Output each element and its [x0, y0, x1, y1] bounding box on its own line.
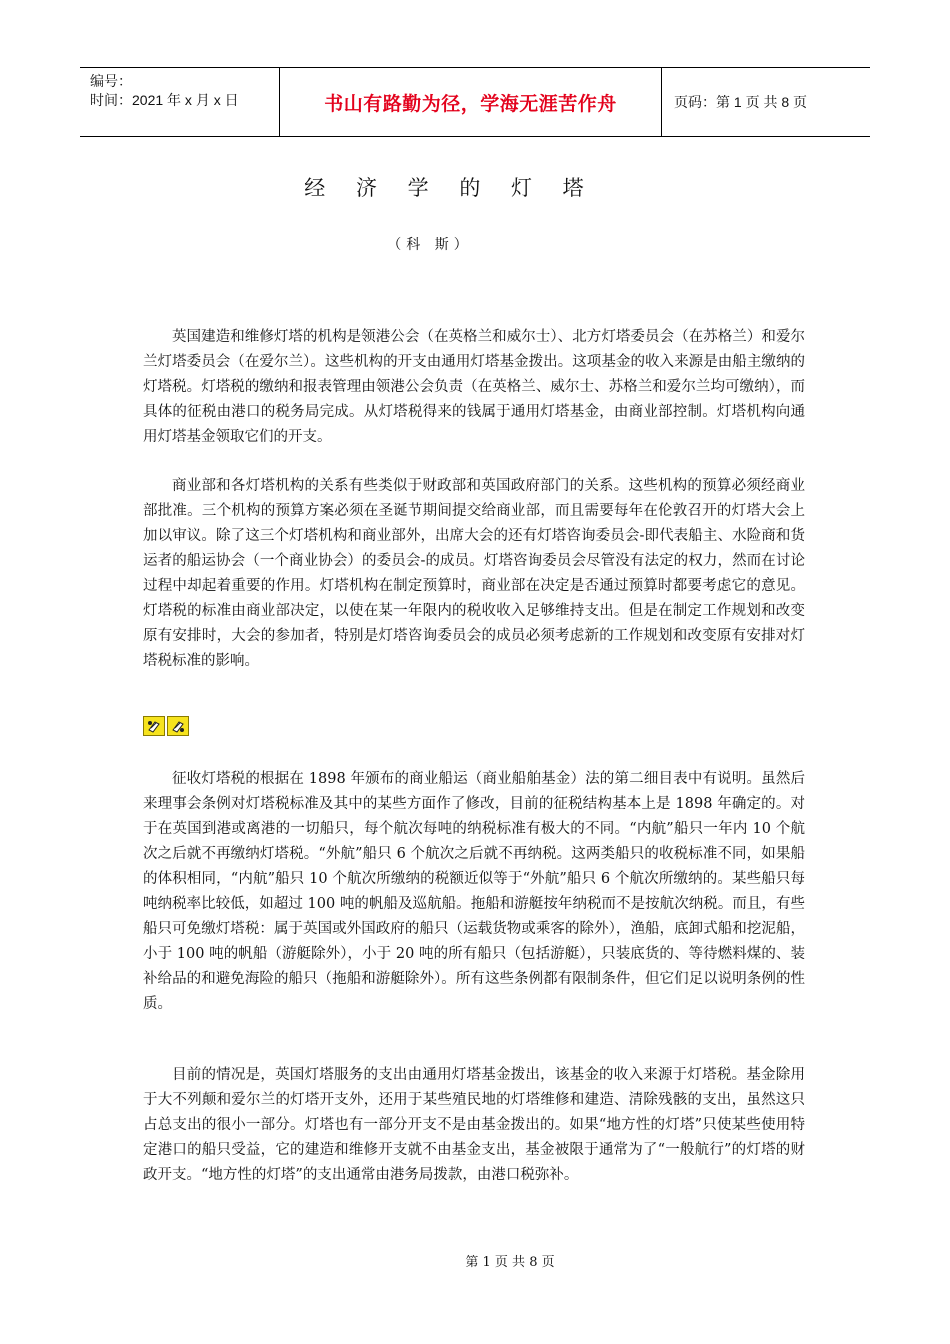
paragraph-3: 征收灯塔税的根据在 1898 年颁布的商业船运（商业船舶基金）法的第二细目表中有说明。虽然后来理事会条例对灯塔税标准及其中的某些方面作了修改，目前的征税结构基本上是 1898 年确定的。对于在英国到港或离港的一切船只，每个航次每吨的纳税标准有极大的不同。“内航”船只一年内 10 个航次之后就不再缴纳灯塔税。“外航”船只 6 个航次之后就不再纳税。这两类船只的收税标准不同，如果船的体积相同，“内航”船只 10 个航次所缴纳的税额近似等于“外航”船只 6 个航次所缴纳的。某些船只每吨纳税率比较低，如超过 100 吨的帆船及巡航船。拖船和游艇按年纳税而不是按航次纳税。而且，有些船只可免缴灯塔税：属于英国或外国政府的船只（运载货物或乘客的除外），渔船，底卸式船和挖泥船，小于 100 吨的帆船（游艇除外），小于 20 吨的所有船只（包括游艇），只装底货的、等待燃料煤的、装补给品的和避免海险的船只（拖船和游艇除外）。所有这些条例都有限制条件，但它们足以说明条例的性质。: [143, 771, 805, 1012]
page-footer: 第 1 页 共 8 页: [465, 1255, 555, 1270]
document-header: [80, 67, 870, 137]
paragraph-1: 英国建造和维修灯塔的机构是领港公会（在英格兰和威尔士）、北方灯塔委员会（在苏格兰）和爱尔兰灯塔委员会（在爱尔兰）。这些机构的开支由通用灯塔基金拨出。这项基金的收入来源是由船主缴纳的灯塔税。灯塔税的缴纳和报表管理由领港公会负责（在英格兰、威尔士、苏格兰和爱尔兰均可缴纳），而具体的征税由港口的税务局完成。从灯塔税得来的钱属于通用灯塔基金，由商业部控制。灯塔机构向通用灯塔基金领取它们的开支。: [143, 329, 805, 445]
previous-page-icon[interactable]: [143, 716, 165, 736]
page-info: 页码：第 1 页 共 8 页: [674, 94, 808, 110]
motto-text: 书山有路勤为径，学海无涯苦作舟: [324, 92, 617, 115]
paragraph-4: 目前的情况是，英国灯塔服务的支出由通用灯塔基金拨出，该基金的收入来源于灯塔税。基金除用于大不列颠和爱尔兰的灯塔开支外，还用于某些殖民地的灯塔维修和建造、清除残骸的支出，虽然这只占总支出的很小一部分。灯塔也有一部分开支不是由基金拨出的。如果“地方性的灯塔”只使某些使用特定港口的船只受益，它的建造和维修开支就不由基金支出，基金被限于通常为了“一般航行”的灯塔的财政开支。“地方性的灯塔”的支出通常由港务局拨款，由港口税弥补。: [143, 1067, 805, 1183]
header-meta: [80, 68, 280, 136]
paragraph-2: 商业部和各灯塔机构的关系有些类似于财政部和英国政府部门的关系。这些机构的预算必须经商业部批准。三个机构的预算方案必须在圣诞节期间提交给商业部，而且需要每年在伦敦召开的灯塔大会上加以审议。除了这三个灯塔机构和商业部外，出席大会的还有灯塔咨询委员会-即代表船主、水险商和货运者的船运协会（一个商业协会）的委员会-的成员。灯塔咨询委员会尽管没有法定的权力，然而在讨论过程中却起着重要的作用。灯塔机构在制定预算时，商业部在决定是否通过预算时都要考虑它的意见。灯塔税的标准由商业部决定，以使在某一年限内的税收收入足够维持支出。但是在制定工作规划和改变原有安排时，大会的参加者，特别是灯塔咨询委员会的成员必须考虑新的工作规划和改变原有安排对灯塔税标准的影响。: [143, 478, 805, 669]
number-label: 编号：: [90, 73, 132, 89]
document-title: 经 济 学 的 灯 塔: [304, 176, 596, 200]
next-page-icon[interactable]: [167, 716, 189, 736]
next-page-glyph: [170, 719, 186, 733]
header-motto-cell: [280, 68, 662, 136]
document-author: （科 斯）: [387, 237, 473, 253]
header-page-info-cell: [662, 68, 870, 136]
previous-page-glyph: [146, 719, 162, 733]
time-label: 时间：2021 年 x 月 x 日: [90, 92, 239, 108]
nav-icons: [143, 716, 189, 736]
